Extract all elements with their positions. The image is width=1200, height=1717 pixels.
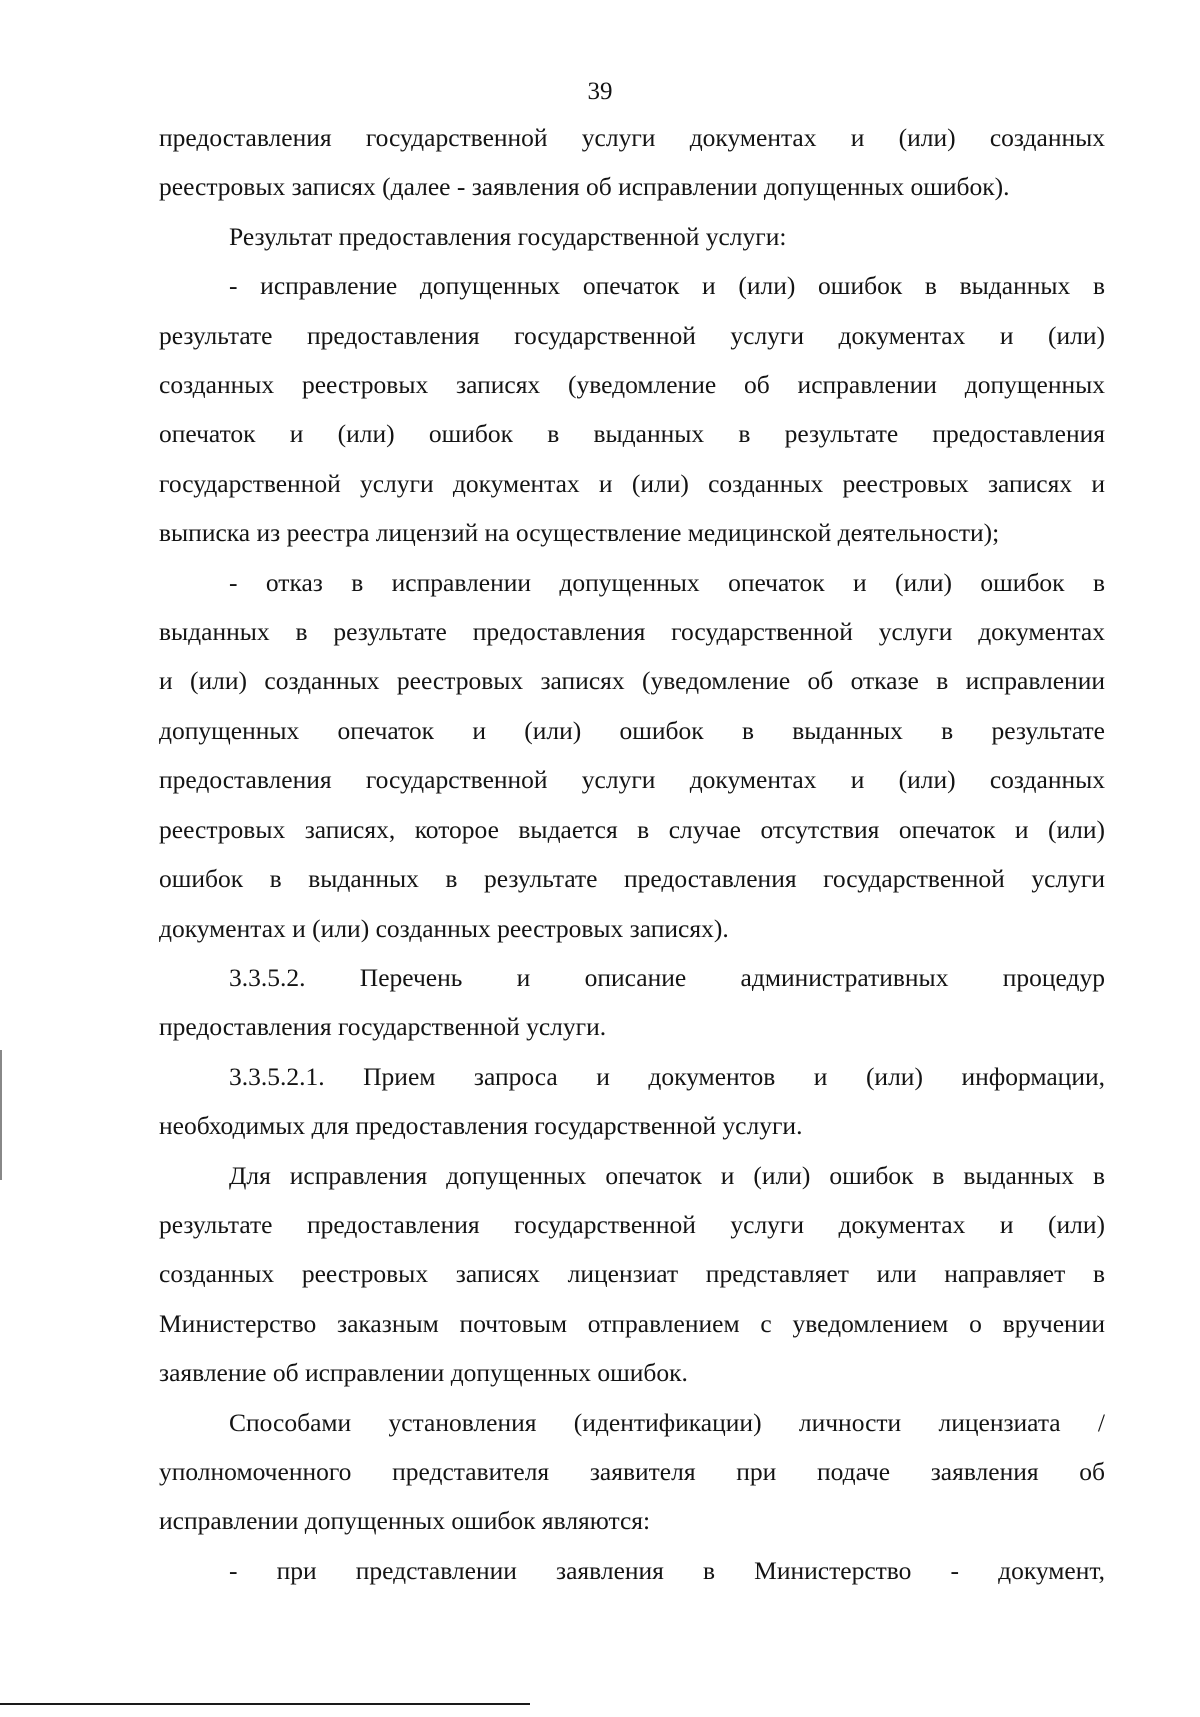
text-line: предоставления государственной услуги документах и (или) созданных <box>159 765 1105 795</box>
document-body <box>159 113 1105 1595</box>
text-line: - при представлении заявления в Министерство - документ, <box>229 1555 1105 1585</box>
subsection-heading-line: необходимых для предоставления государственной услуги. <box>159 1111 803 1141</box>
text-line: предоставления государственной услуги документах и (или) созданных <box>159 123 1105 152</box>
text-line: выписка из реестра лицензий на осуществление медицинской деятельности); <box>159 518 1000 548</box>
text-line: уполномоченного представителя заявителя при подаче заявления об <box>159 1456 1105 1486</box>
text-line: реестровых записях (далее - заявления об исправлении допущенных ошибок). <box>159 172 1010 202</box>
bottom-rule <box>0 1703 530 1705</box>
text-line: выданных в результате предоставления государственной услуги документах <box>159 617 1105 647</box>
text-line: реестровых записях, которое выдается в случае отсутствия опечаток и (или) <box>159 814 1105 844</box>
text-line: государственной услуги документах и (или) созданных реестровых записях и <box>159 468 1105 498</box>
text-line: - отказ в исправлении допущенных опечаток и (или) ошибок в <box>229 567 1105 597</box>
text-line: результате предоставления государственной услуги документах и (или) <box>159 1209 1105 1239</box>
text-line: Для исправления допущенных опечаток и (или) ошибок в выданных в <box>229 1160 1105 1190</box>
text-line: Результат предоставления государственной услуги: <box>229 221 787 251</box>
text-line: ошибок в выданных в результате предоставления государственной услуги <box>159 864 1105 894</box>
text-line: допущенных опечаток и (или) ошибок в выданных в результате <box>159 715 1105 745</box>
page-number: 39 <box>587 78 613 105</box>
text-line: - исправление допущенных опечаток и (или) ошибок в выданных в <box>229 271 1105 301</box>
text-line: результате предоставления государственной услуги документах и (или) <box>159 320 1105 350</box>
text-line: исправлении допущенных ошибок являются: <box>159 1506 651 1536</box>
text-line: заявление об исправлении допущенных ошибок. <box>159 1358 688 1388</box>
text-line: и (или) созданных реестровых записях (уведомление об отказе в исправлении <box>159 666 1105 696</box>
scan-edge-mark <box>0 1050 2 1180</box>
subsection-heading-line: 3.3.5.2.1. Прием запроса и документов и (или) информации, <box>229 1061 1105 1091</box>
text-line: Способами установления (идентификации) личности лицензиата / <box>229 1407 1105 1437</box>
text-line: Министерство заказным почтовым отправлением с уведомлением о вручении <box>159 1308 1105 1338</box>
section-heading-line: 3.3.5.2. Перечень и описание административных процедур <box>229 962 1105 992</box>
text-line: опечаток и (или) ошибок в выданных в результате предоставления <box>159 419 1105 449</box>
text-line: документах и (или) созданных реестровых записях). <box>159 913 729 943</box>
text-line: созданных реестровых записях лицензиат представляет или направляет в <box>159 1259 1105 1289</box>
section-heading-line: предоставления государственной услуги. <box>159 1012 607 1042</box>
text-line: созданных реестровых записях (уведомление об исправлении допущенных <box>159 370 1105 400</box>
